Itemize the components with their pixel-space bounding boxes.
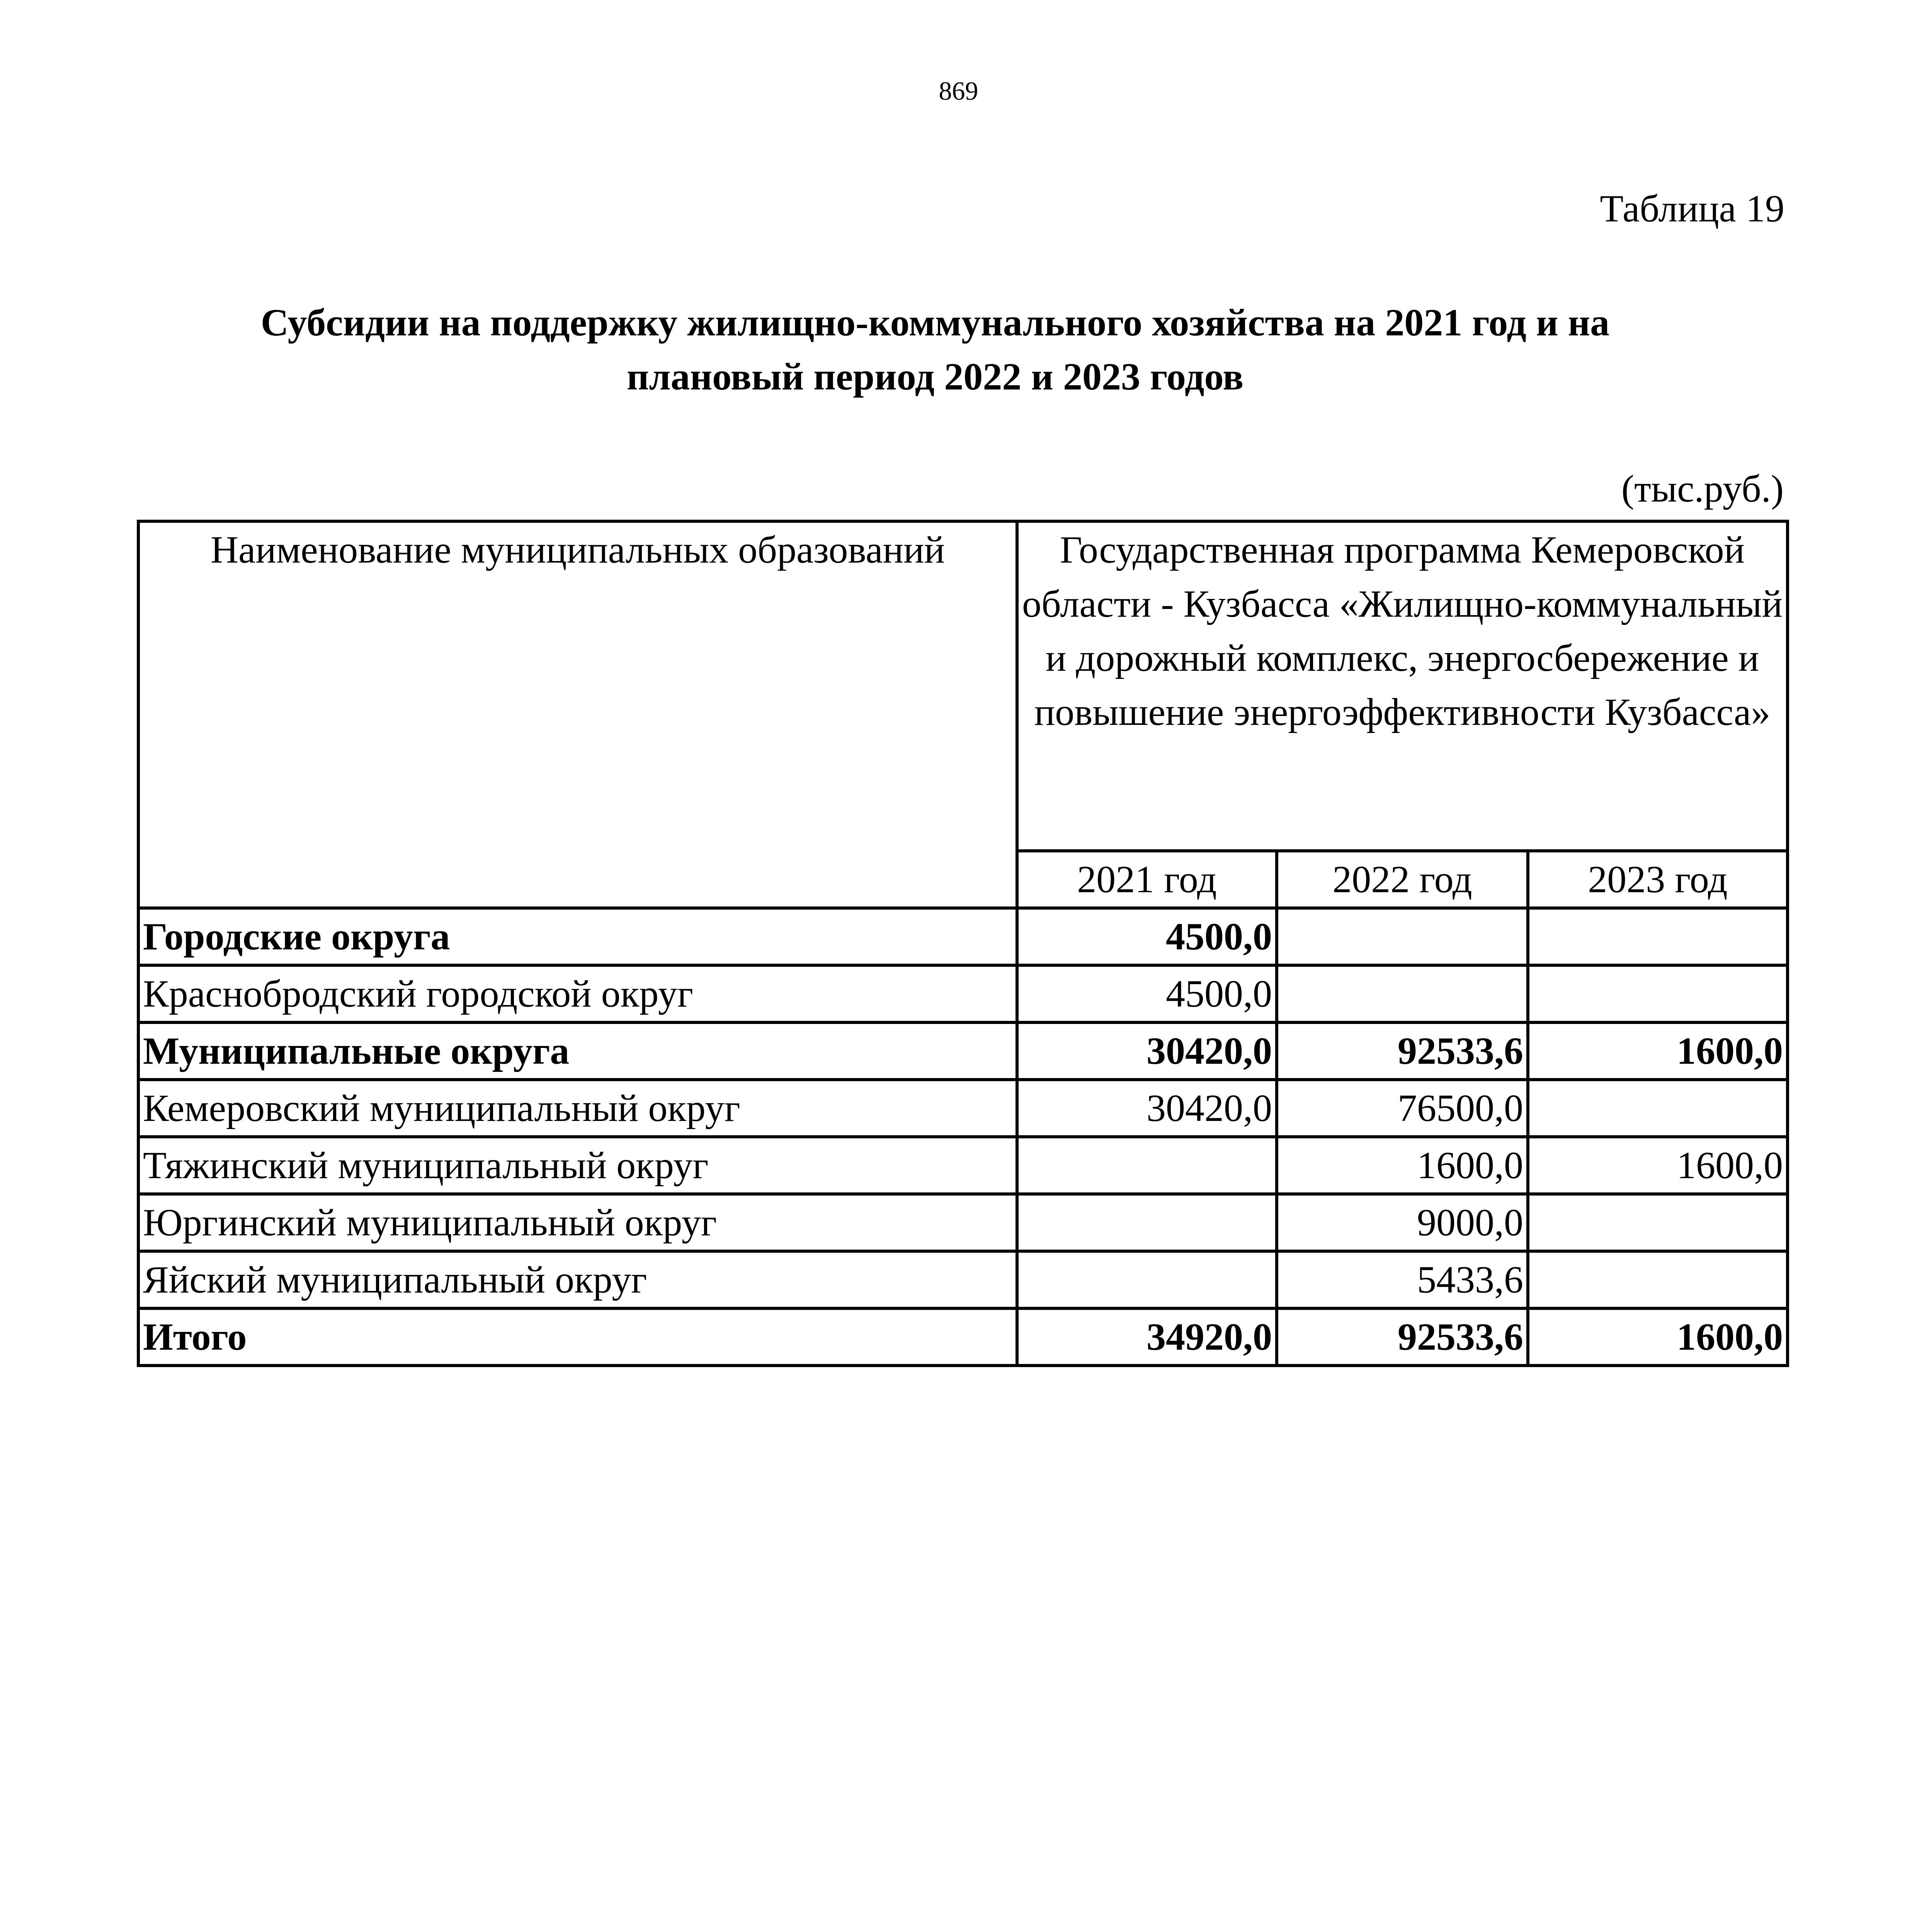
document-title — [193, 296, 1677, 404]
header-program: Государственная программа Кемеровской области - Кузбасса «Жилищно-коммунальный и дорожный комплекс, энергосбережение и повышение энергоэффективности Кузбасса» — [1017, 521, 1788, 851]
unit-label: (тыс.руб.) — [1621, 467, 1784, 510]
table-row — [138, 1308, 1788, 1366]
table-row — [138, 908, 1788, 965]
value-2021: 30420,0 — [1017, 1080, 1277, 1137]
table-row — [138, 965, 1788, 1022]
row-name: Муниципальные округа — [138, 1022, 1017, 1080]
value-2022: 92533,6 — [1277, 1022, 1528, 1080]
table-body — [138, 908, 1788, 1366]
value-2023 — [1528, 965, 1788, 1022]
value-2023 — [1528, 1080, 1788, 1137]
value-2022 — [1277, 908, 1528, 965]
value-2021 — [1017, 1137, 1277, 1194]
value-2023: 1600,0 — [1528, 1308, 1788, 1366]
value-2021 — [1017, 1194, 1277, 1251]
header-year-2023: 2023 год — [1528, 851, 1788, 908]
value-2021: 30420,0 — [1017, 1022, 1277, 1080]
value-2021: 4500,0 — [1017, 965, 1277, 1022]
value-2022: 9000,0 — [1277, 1194, 1528, 1251]
row-name: Итого — [138, 1308, 1017, 1366]
value-2022: 76500,0 — [1277, 1080, 1528, 1137]
value-2022: 5433,6 — [1277, 1251, 1528, 1308]
row-name: Городские округа — [138, 908, 1017, 965]
value-2022: 1600,0 — [1277, 1137, 1528, 1194]
header-name-column: Наименование муниципальных образований — [138, 521, 1017, 908]
value-2022 — [1277, 965, 1528, 1022]
value-2021: 4500,0 — [1017, 908, 1277, 965]
table-row — [138, 1194, 1788, 1251]
row-name: Тяжинский муниципальный округ — [138, 1137, 1017, 1194]
table-row — [138, 1251, 1788, 1308]
title-line-2: плановый период 2022 и 2023 годов — [626, 355, 1244, 398]
header-year-2022: 2022 год — [1277, 851, 1528, 908]
row-name: Яйский муниципальный округ — [138, 1251, 1017, 1308]
value-2023 — [1528, 1194, 1788, 1251]
table-label: Таблица 19 — [1600, 187, 1784, 230]
header-year-2021: 2021 год — [1017, 851, 1277, 908]
row-name: Кемеровский муниципальный округ — [138, 1080, 1017, 1137]
title-line-1: Субсидии на поддержку жилищно-коммунального хозяйства на 2021 год и на — [260, 301, 1610, 344]
value-2023 — [1528, 908, 1788, 965]
row-name: Краснобродский городской округ — [138, 965, 1017, 1022]
value-2023: 1600,0 — [1528, 1137, 1788, 1194]
value-2022: 92533,6 — [1277, 1308, 1528, 1366]
value-2023: 1600,0 — [1528, 1022, 1788, 1080]
value-2021 — [1017, 1251, 1277, 1308]
row-name: Юргинский муниципальный округ — [138, 1194, 1017, 1251]
page-number: 869 — [939, 76, 978, 105]
table-row — [138, 1080, 1788, 1137]
value-2023 — [1528, 1251, 1788, 1308]
table-row — [138, 1137, 1788, 1194]
subsidy-table — [137, 520, 1789, 1367]
value-2021: 34920,0 — [1017, 1308, 1277, 1366]
table-row — [138, 1022, 1788, 1080]
